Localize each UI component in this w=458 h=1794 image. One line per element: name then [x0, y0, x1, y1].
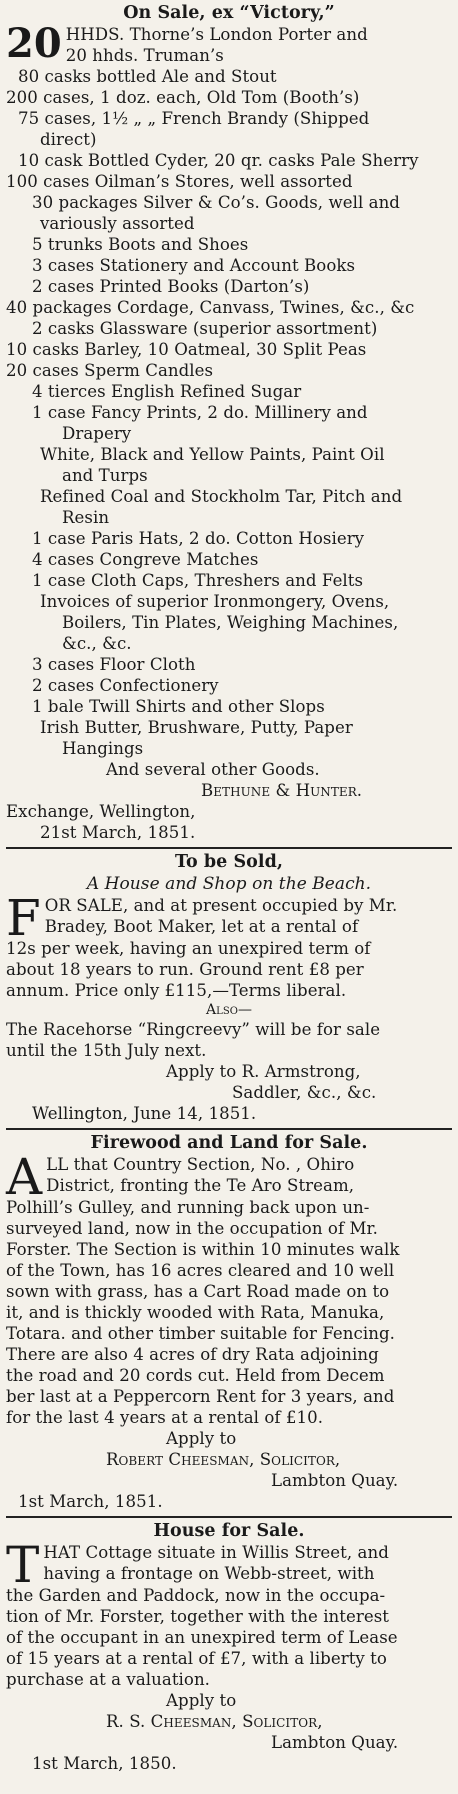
body-line: of 15 years at a rental of £7, with a liberty to [6, 1649, 387, 1668]
list-line: 30 packages Silver & Co’s. Goods, well and [32, 193, 400, 212]
list-line: 80 casks bottled Ale and Stout [18, 67, 277, 86]
body-line: sown with grass, has a Cart Road made on to [6, 1282, 390, 1301]
ad-heading: To be Sold, [174, 852, 284, 872]
body-line: tion of Mr. Forster, together with the interest [6, 1607, 390, 1626]
body-line: Polhill’s Gulley, and running back upon un- [6, 1198, 370, 1217]
list-line: direct) [40, 130, 97, 149]
list-line: 40 packages Cordage, Canvass, Twines, &c., &c [6, 298, 415, 317]
advertisement-firewood-land [6, 1130, 452, 1518]
list-line: 100 cases Oilman’s Stores, well assorted [6, 172, 353, 191]
list-line: and Turps [62, 466, 148, 485]
body-line: about 18 years to run. Ground rent £8 per [6, 960, 364, 979]
list-line: 4 tierces English Refined Sugar [32, 382, 302, 401]
body-line: District, fronting the Te Aro Stream, [46, 1176, 355, 1195]
date: Wellington, June 14, 1851. [32, 1104, 257, 1123]
apply-line: Lambton Quay. [271, 1471, 399, 1490]
list-line: Boilers, Tin Plates, Weighing Machines, [62, 613, 399, 632]
apply-line: Lambton Quay. [271, 1733, 399, 1752]
list-line: variously assorted [40, 214, 195, 233]
body-line: it, and is thickly wooded with Rata, Manuka, [6, 1303, 385, 1322]
list-line: 20 hhds. Truman’s [65, 46, 224, 65]
list-line: HHDS. Thorne’s London Porter and [65, 25, 368, 44]
advertisement-victory-goods [6, 0, 452, 849]
drop-cap: F [6, 889, 41, 947]
body-line: the road and 20 cords cut. Held from Decem [6, 1366, 385, 1385]
list-line: 3 cases Floor Cloth [32, 655, 196, 674]
ad-heading: On Sale, ex “Victory,” [123, 3, 335, 23]
list-line: 5 trunks Boots and Shoes [32, 235, 249, 254]
list-line: 10 casks Barley, 10 Oatmeal, 30 Split Peas [6, 340, 367, 359]
list-line: 75 cases, 1½ „ „ French Brandy (Shipped [18, 109, 370, 128]
drop-cap: A [6, 1148, 43, 1206]
list-line: Drapery [62, 424, 132, 443]
list-line: 2 cases Confectionery [32, 676, 219, 695]
body-line: HAT Cottage situate in Willis Street, and [43, 1543, 389, 1562]
list-line: 1 bale Twill Shirts and other Slops [32, 697, 325, 716]
apply-line: Robert Cheesman, Solicitor, [106, 1450, 341, 1469]
list-line: 1 case Cloth Caps, Threshers and Felts [32, 571, 364, 590]
advertisement-house-sale [6, 1518, 452, 1778]
apply-line: Apply to R. Armstrong, [166, 1062, 361, 1081]
body-line: for the last 4 years at a rental of £10. [6, 1408, 324, 1427]
big-number: 20 [6, 20, 62, 67]
date: 1st March, 1850. [32, 1754, 177, 1773]
ad-heading: House for Sale. [153, 1521, 305, 1541]
list-line: 1 case Paris Hats, 2 do. Cotton Hosiery [32, 529, 365, 548]
list-line: Hangings [62, 739, 144, 758]
list-line: 2 casks Glassware (superior assortment) [32, 319, 378, 338]
list-line: &c., &c. [62, 634, 132, 653]
list-line: 4 cases Congreve Matches [32, 550, 259, 569]
body-line: LL that Country Section, No. , Ohiro [46, 1155, 355, 1174]
list-line: And several other Goods. [106, 760, 320, 779]
list-line: 1 case Fancy Prints, 2 do. Millinery and [32, 403, 368, 422]
advertisement-house-shop [6, 849, 452, 1130]
body-line: OR SALE, and at present occupied by Mr. [44, 896, 398, 915]
apply-line: R. S. Cheesman, Solicitor, [106, 1712, 323, 1731]
body-line: Bradey, Boot Maker, let at a rental of [44, 917, 359, 936]
apply-line: Saddler, &c., &c. [232, 1083, 377, 1102]
list-line: Irish Butter, Brushware, Putty, Paper [40, 718, 353, 737]
body-line: the Garden and Paddock, now in the occupa- [6, 1586, 386, 1605]
list-line: White, Black and Yellow Paints, Paint Oil [40, 445, 385, 464]
list-line: 2 cases Printed Books (Darton’s) [32, 277, 310, 296]
body-line: having a frontage on Webb-street, with [43, 1564, 375, 1583]
body-line: surveyed land, now in the occupation of Mr. [6, 1219, 378, 1238]
body-line: Totara. and other timber suitable for Fencing. [6, 1324, 395, 1343]
list-line: Invoices of superior Ironmongery, Ovens, [40, 592, 390, 611]
ad-heading: Firewood and Land for Sale. [90, 1133, 368, 1153]
body-line: purchase at a valuation. [6, 1670, 211, 1689]
signature: Bethune & Hunter. [201, 781, 363, 800]
list-line: 200 cases, 1 doz. each, Old Tom (Booth’s) [6, 88, 360, 107]
list-line: Refined Coal and Stockholm Tar, Pitch and [40, 487, 403, 506]
body-line: There are also 4 acres of dry Rata adjoining [6, 1345, 379, 1364]
body-line: Forster. The Section is within 10 minutes walk [6, 1240, 400, 1259]
body-line: The Racehorse “Ringcreevy” will be for sale [6, 1020, 381, 1039]
list-line: 3 cases Stationery and Account Books [32, 256, 356, 275]
body-line: ber last at a Peppercorn Rent for 3 years, and [6, 1387, 395, 1406]
body-line: of the Town, has 16 acres cleared and 10 well [6, 1261, 395, 1280]
apply-line: Apply to [166, 1429, 237, 1448]
list-line: 10 cask Bottled Cyder, 20 qr. casks Pale Sherry [18, 151, 419, 170]
place: Exchange, Wellington, [6, 802, 196, 821]
list-line: 20 cases Sperm Candles [6, 361, 214, 380]
body-line: of the occupant in an unexpired term of Lease [6, 1628, 398, 1647]
apply-line: Apply to [166, 1691, 237, 1710]
date: 1st March, 1851. [18, 1492, 163, 1511]
body-line: until the 15th July next. [6, 1041, 207, 1060]
ad-subheading: A House and Shop on the Beach. [86, 874, 372, 894]
date: 21st March, 1851. [40, 823, 196, 842]
also-label: Also— [205, 1002, 253, 1018]
body-line: 12s per week, having an unexpired term of [6, 939, 371, 958]
list-line: Resin [62, 508, 110, 527]
drop-cap: T [6, 1536, 40, 1594]
body-line: annum. Price only £115,—Terms liberal. [6, 981, 347, 1000]
